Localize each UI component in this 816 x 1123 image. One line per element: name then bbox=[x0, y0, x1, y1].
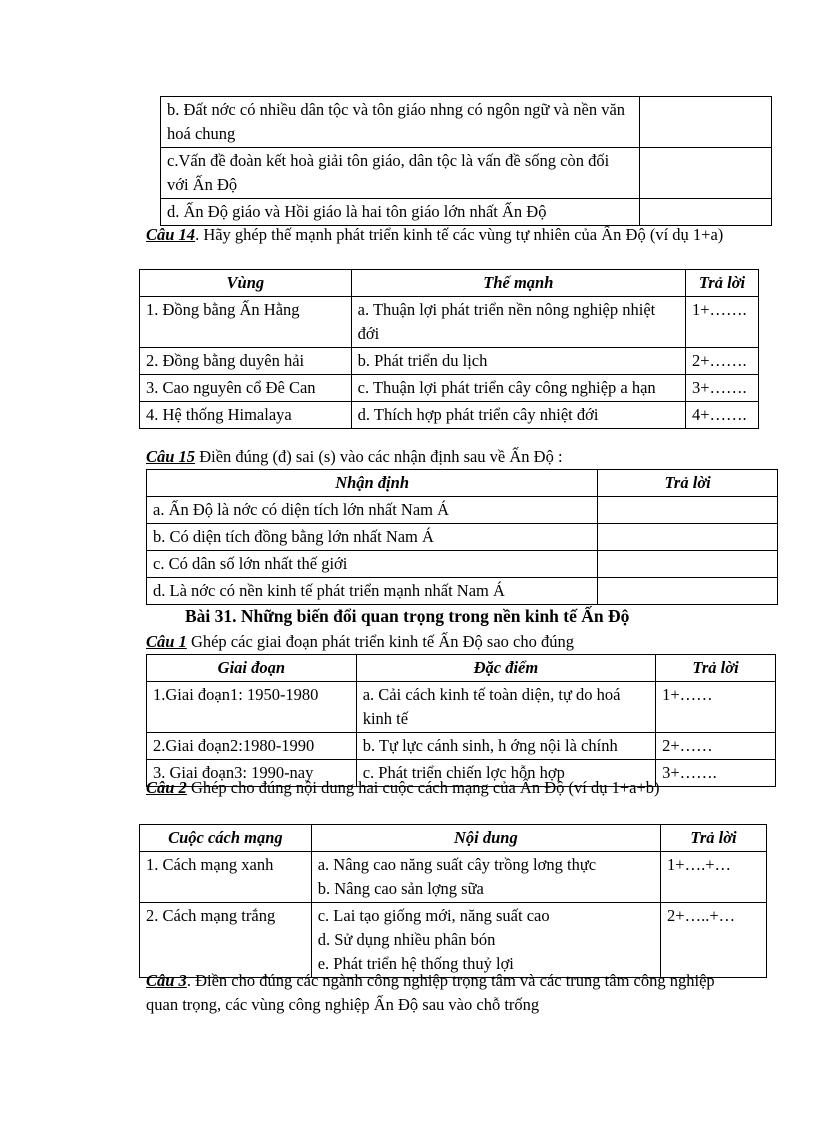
header-feature: Đặc điểm bbox=[356, 655, 655, 682]
answer-cell[interactable]: 2+…..+… bbox=[661, 903, 767, 978]
statement-cell: d. Là nớc có nền kinh tế phát triển mạnh nhất Nam Á bbox=[147, 578, 598, 605]
answer-cell[interactable] bbox=[598, 578, 778, 605]
table-header bbox=[140, 825, 767, 852]
content-item: b. Nâng cao sản lợng sữa bbox=[317, 879, 484, 898]
feature-cell: b. Tự lực cánh sinh, h ớng nội là chính bbox=[356, 733, 655, 760]
header-revolution: Cuộc cách mạng bbox=[140, 825, 312, 852]
content-item: d. Sử dụng nhiều phân bón bbox=[317, 930, 496, 949]
question-text: Ghép cho đúng nội dung hai cuộc cách mạng của Ấn Độ (ví dụ 1+a+b) bbox=[186, 778, 660, 797]
statement-cell: c. Có dân số lớn nhất thế giới bbox=[147, 551, 598, 578]
header-region: Vùng bbox=[140, 270, 352, 297]
question-label: Câu 15 bbox=[146, 447, 196, 466]
question-label: Câu 1 bbox=[146, 632, 187, 651]
answer-cell[interactable] bbox=[598, 497, 778, 524]
header-answer: Trả lời bbox=[598, 470, 778, 497]
answer-cell[interactable] bbox=[598, 524, 778, 551]
question-15 bbox=[146, 445, 731, 469]
header-answer: Trả lời bbox=[656, 655, 776, 682]
question-3 bbox=[146, 969, 721, 1017]
feature-cell: c. Phát triển chiến lợc hỗn hợp bbox=[356, 760, 655, 787]
table-row bbox=[147, 578, 778, 605]
table-row bbox=[147, 551, 778, 578]
region-cell: 3. Cao nguyên cổ Đê Can bbox=[140, 375, 352, 402]
content-item: a. Nâng cao năng suất cây trồng lơng thực bbox=[317, 855, 597, 874]
table-header bbox=[147, 470, 778, 497]
answer-cell[interactable] bbox=[640, 199, 772, 226]
statement-cell: d. Ấn Độ giáo và Hồi giáo là hai tôn giáo lớn nhất Ấn Độ bbox=[161, 199, 640, 226]
table-religion-statements bbox=[160, 96, 772, 226]
answer-cell[interactable] bbox=[640, 97, 772, 148]
region-cell: 1. Đồng bằng Ấn Hằng bbox=[140, 297, 352, 348]
content-cell bbox=[311, 903, 660, 978]
answer-cell[interactable] bbox=[640, 148, 772, 199]
content-item: e. Phát triển hệ thống thuỷ lợi bbox=[317, 954, 514, 973]
table-row bbox=[147, 524, 778, 551]
table-regions bbox=[139, 269, 759, 429]
answer-cell[interactable]: 3+……. bbox=[656, 760, 776, 787]
question-text: . Điền cho đúng các ngành công nghiệp trọng tâm và các trung tâm công nghiệp quan trọng, các vùng công nghiệp Ấn Độ sau vào chỗ trống bbox=[146, 971, 715, 1014]
header-statement: Nhận định bbox=[147, 470, 598, 497]
table-row bbox=[147, 682, 776, 733]
answer-cell[interactable]: 2+……. bbox=[686, 348, 759, 375]
table-true-false bbox=[146, 469, 778, 605]
stage-cell: 3. Giai đoạn3: 1990-nay bbox=[147, 760, 357, 787]
answer-cell[interactable]: 1+……. bbox=[686, 297, 759, 348]
region-cell: 2. Đồng bằng duyên hải bbox=[140, 348, 352, 375]
question-2 bbox=[146, 776, 746, 800]
statement-cell: a. Ấn Độ là nớc có diện tích lớn nhất Nam Á bbox=[147, 497, 598, 524]
table-row bbox=[161, 148, 772, 199]
region-cell: 4. Hệ thống Himalaya bbox=[140, 402, 352, 429]
table-header bbox=[140, 270, 759, 297]
answer-cell[interactable]: 4+……. bbox=[686, 402, 759, 429]
table-row bbox=[140, 903, 767, 978]
stage-cell: 1.Giai đoạn1: 1950-1980 bbox=[147, 682, 357, 733]
question-label: Câu 14 bbox=[146, 225, 196, 244]
question-text: Điền đúng (đ) sai (s) vào các nhận định sau về Ấn Độ : bbox=[195, 447, 563, 466]
stage-cell: 2.Giai đoạn2:1980-1990 bbox=[147, 733, 357, 760]
strength-cell: b. Phát triển du lịch bbox=[351, 348, 685, 375]
answer-cell[interactable]: 1+…… bbox=[656, 682, 776, 733]
table-header bbox=[147, 655, 776, 682]
table-row bbox=[140, 852, 767, 903]
table-row bbox=[140, 297, 759, 348]
question-label: Câu 2 bbox=[146, 778, 187, 797]
lesson-title: Bài 31. Những biến đổi quan trọng trong nền kinh tế Ấn Độ bbox=[185, 606, 630, 626]
table-stages bbox=[146, 654, 776, 787]
strength-cell: c. Thuận lợi phát triển cây công nghiệp a hạn bbox=[351, 375, 685, 402]
table-row bbox=[147, 497, 778, 524]
question-14 bbox=[146, 223, 731, 247]
statement-cell: c.Vấn đề đoàn kết hoà giải tôn giáo, dân tộc là vấn đề sống còn đối với Ấn Độ bbox=[161, 148, 640, 199]
question-text: . Hãy ghép thế mạnh phát triển kinh tế các vùng tự nhiên của Ấn Độ (ví dụ 1+a) bbox=[195, 225, 724, 244]
header-stage: Giai đoạn bbox=[147, 655, 357, 682]
answer-cell[interactable]: 2+…… bbox=[656, 733, 776, 760]
statement-cell: b. Có diện tích đồng bằng lớn nhất Nam Á bbox=[147, 524, 598, 551]
question-text: Ghép các giai đoạn phát triển kinh tế Ấn Độ sao cho đúng bbox=[186, 632, 574, 651]
feature-cell: a. Cải cách kinh tế toàn diện, tự do hoá kinh tế bbox=[356, 682, 655, 733]
header-content: Nội dung bbox=[311, 825, 660, 852]
table-row bbox=[140, 375, 759, 402]
answer-cell[interactable]: 3+……. bbox=[686, 375, 759, 402]
question-1 bbox=[146, 630, 766, 654]
revolution-cell: 2. Cách mạng trắng bbox=[140, 903, 312, 978]
header-answer: Trả lời bbox=[661, 825, 767, 852]
answer-cell[interactable] bbox=[598, 551, 778, 578]
statement-cell: b. Đất nớc có nhiều dân tộc và tôn giáo nhng có ngôn ngữ và nền văn hoá chung bbox=[161, 97, 640, 148]
table-row bbox=[140, 348, 759, 375]
table-revolutions bbox=[139, 824, 767, 978]
header-answer: Trả lời bbox=[686, 270, 759, 297]
strength-cell: a. Thuận lợi phát triển nền nông nghiệp nhiệt đới bbox=[351, 297, 685, 348]
table-row bbox=[140, 402, 759, 429]
header-strength: Thế mạnh bbox=[351, 270, 685, 297]
table-row bbox=[161, 97, 772, 148]
strength-cell: d. Thích hợp phát triển cây nhiệt đới bbox=[351, 402, 685, 429]
content-cell bbox=[311, 852, 660, 903]
revolution-cell: 1. Cách mạng xanh bbox=[140, 852, 312, 903]
table-row bbox=[161, 199, 772, 226]
answer-cell[interactable]: 1+….+… bbox=[661, 852, 767, 903]
question-label: Câu 3 bbox=[146, 971, 187, 990]
content-item: c. Lai tạo giống mới, năng suất cao bbox=[317, 906, 550, 925]
table-row bbox=[147, 733, 776, 760]
